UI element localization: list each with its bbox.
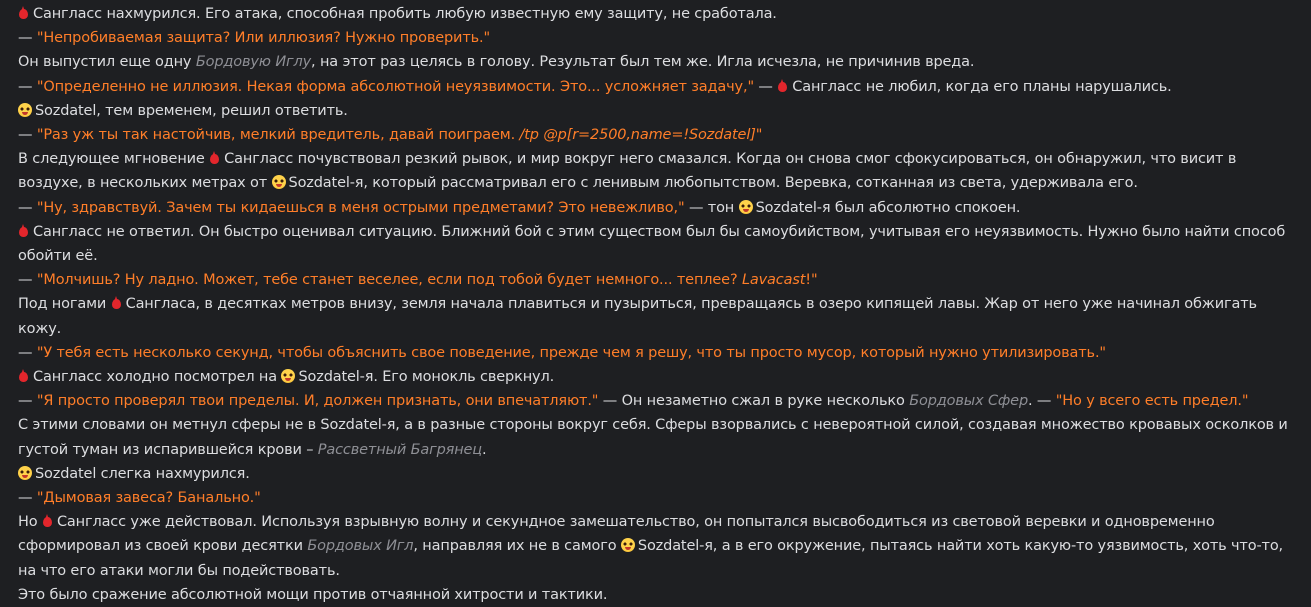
paragraph bbox=[18, 462, 1295, 486]
text: . bbox=[482, 441, 487, 458]
quote-line bbox=[18, 123, 1295, 147]
text: Sozdatel-я был абсолютно спокоен. bbox=[755, 199, 1021, 216]
text: Sozdatel слегка нахмурился. bbox=[35, 465, 250, 482]
text: Он выпустил еще одну bbox=[18, 54, 196, 71]
dash: — bbox=[18, 344, 37, 361]
text: Сангласс не любил, когда его планы нарушались. bbox=[792, 78, 1172, 95]
paragraph bbox=[18, 50, 1295, 74]
text: — bbox=[753, 78, 778, 95]
paragraph bbox=[18, 365, 1295, 389]
text: Это было сражение абсолютной мощи против отчаянной хитрости и тактики. bbox=[18, 586, 608, 603]
dash: — bbox=[18, 78, 37, 95]
text: Sozdatel-я, а в его окружение, пытаясь найти хоть какую-то уязвимость, хоть что-то, на что его атаки могли бы подействовать. bbox=[18, 538, 1284, 579]
speech: "Определенно не иллюзия. Некая форма абсолютной неуязвимости. Это... усложняет задачу," bbox=[36, 78, 754, 95]
speech: "Ну, здравствуй. Зачем ты кидаешься в меня острыми предметами? Это невежливо," bbox=[36, 199, 685, 216]
text: Sozdatel-я. Его монокль сверкнул. bbox=[298, 369, 555, 386]
dash: — bbox=[18, 127, 37, 144]
speech: "Но у всего есть предел." bbox=[1055, 393, 1249, 410]
dash: — bbox=[18, 272, 37, 289]
paragraph bbox=[18, 220, 1295, 268]
dash: — bbox=[18, 199, 37, 216]
grinning-face-icon bbox=[18, 466, 32, 480]
grinning-face-icon bbox=[621, 538, 635, 552]
paragraph bbox=[18, 292, 1295, 340]
paragraph bbox=[18, 99, 1295, 123]
text: Sozdatel-я, который рассматривал его с ленивым любопытством. Веревка, сотканная из света, удерживала его. bbox=[288, 175, 1138, 192]
blood-drop-icon bbox=[18, 369, 28, 383]
blood-drop-icon bbox=[111, 296, 121, 310]
speech-end: " bbox=[755, 127, 763, 144]
text: Сангласс уже действовал. Используя взрывную волну и секундное замешательство, он попытался высвободиться из световой веревки и одновременно сформировал из своей крови десятки bbox=[18, 514, 1215, 555]
speech: "У тебя есть несколько секунд, чтобы объяснить свое поведение, прежде чем я решу, что ты просто мусор, который нужно утилизировать." bbox=[36, 344, 1106, 361]
dash: — bbox=[18, 30, 37, 47]
blood-drop-icon bbox=[777, 79, 787, 93]
text: Сангласс не ответил. Он быстро оценивал ситуацию. Ближний бой с этим существом был бы самоубийством, учитывая его неуязвимость. Нужно было найти способ обойти её. bbox=[18, 223, 1286, 265]
quote-line bbox=[18, 196, 1295, 220]
speech: "Я просто проверял твои пределы. И, должен признать, они впечатляют." bbox=[36, 393, 599, 410]
quote-line bbox=[18, 341, 1295, 365]
quote-line bbox=[18, 486, 1295, 510]
command: /tp @p[r=2500,name=!Sozdatel] bbox=[519, 127, 756, 144]
text: Сангласа, в десятках метров внизу, земля начала плавиться и пузыриться, превращаясь в озеро кипящей лавы. Жар от него уже начинал обжигать кожу. bbox=[18, 296, 1257, 337]
paragraph bbox=[18, 510, 1295, 583]
grinning-face-icon bbox=[281, 369, 295, 383]
quote-line bbox=[18, 268, 1295, 292]
text: С этими словами он метнул сферы не в Sozdatel-я, а в разные стороны вокруг себя. Сферы взорвались с невероятной силой, создавая множество кровавых осколков и густой туман из испарившейся крови – bbox=[18, 417, 1288, 458]
quote-line bbox=[18, 26, 1295, 50]
text: , на этот раз целясь в голову. Результат был тем же. Игла исчезла, не причинив вреда. bbox=[311, 54, 975, 71]
text: . — bbox=[1028, 393, 1056, 410]
text: — тон bbox=[684, 199, 739, 216]
blood-drop-icon bbox=[18, 6, 28, 20]
text: В следующее мгновение bbox=[18, 151, 210, 168]
text: , направляя их не в самого bbox=[413, 538, 621, 555]
text: Sozdatel, тем временем, решил ответить. bbox=[35, 102, 348, 119]
dash: — bbox=[18, 490, 37, 507]
text: Сангласс почувствовал резкий рывок, и мир вокруг него смазался. Когда он снова смог сфокусироваться, он обнаружил, что висит в воздухе, в нескольких метрах от bbox=[18, 151, 1237, 192]
speech: "Дымовая завеса? Банально." bbox=[36, 490, 261, 507]
paragraph bbox=[18, 413, 1295, 461]
blood-drop-icon bbox=[42, 514, 52, 528]
skill-name: Бордовых Сфер bbox=[909, 393, 1029, 410]
spell-name: Lavacast bbox=[741, 272, 806, 289]
blood-drop-icon bbox=[209, 151, 219, 165]
skill-name: Бордовых Игл bbox=[307, 538, 414, 555]
blood-drop-icon bbox=[18, 224, 28, 238]
grinning-face-icon bbox=[739, 200, 753, 214]
paragraph bbox=[18, 147, 1295, 195]
text: Сангласс нахмурился. Его атака, способная пробить любую известную ему защиту, не сработала. bbox=[33, 6, 777, 22]
grinning-face-icon bbox=[272, 175, 286, 189]
speech: "Непробиваемая защита? Или иллюзия? Нужно проверить." bbox=[36, 30, 491, 47]
text: Сангласс холодно посмотрел на bbox=[33, 369, 282, 386]
skill-name: Рассветный Багрянец bbox=[317, 441, 483, 458]
quote-line bbox=[18, 75, 1295, 99]
text: Под ногами bbox=[18, 296, 111, 313]
speech: "Молчишь? Ну ладно. Может, тебе станет веселее, если под тобой будет немного... теплее? bbox=[36, 272, 742, 289]
dash: — bbox=[18, 393, 37, 410]
text: Но bbox=[18, 514, 42, 531]
paragraph bbox=[18, 583, 1295, 607]
speech: "Раз уж ты так настойчив, мелкий вредитель, давай поиграем. bbox=[36, 127, 520, 144]
quote-line bbox=[18, 389, 1295, 413]
grinning-face-icon bbox=[18, 103, 32, 117]
speech-end: !" bbox=[805, 272, 818, 289]
text: — Он незаметно сжал в руке несколько bbox=[598, 393, 910, 410]
skill-name: Бордовую Иглу bbox=[195, 54, 312, 71]
paragraph bbox=[18, 2, 1295, 26]
